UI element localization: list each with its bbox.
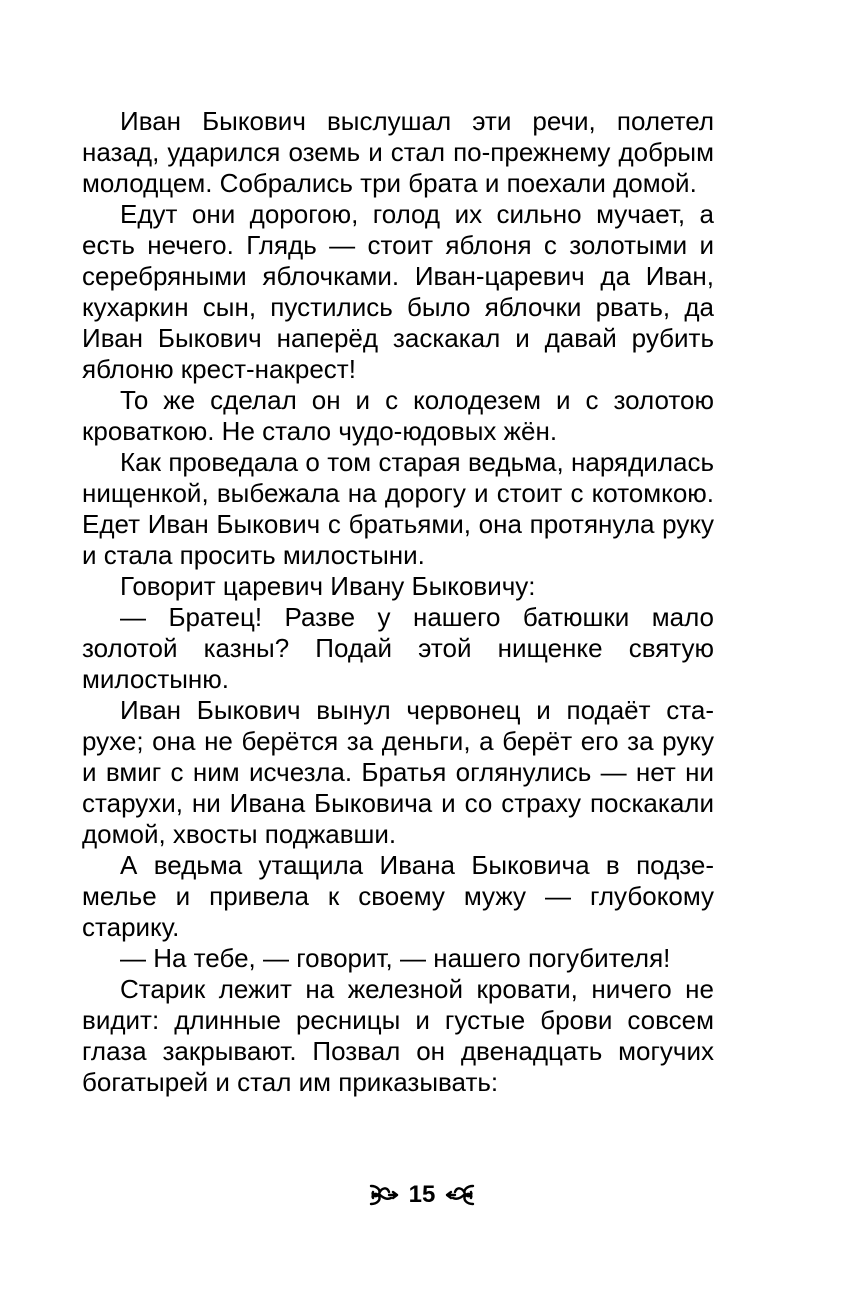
page-footer (0, 1178, 844, 1212)
paragraph-6: — Братец! Разве у нашего батюшки мало золотой казны? Подай этой нищенке святую милостыню. (82, 602, 714, 694)
paragraph-5: Говорит царевич Ивану Быковичу: (120, 571, 536, 601)
paragraph-3: То же сделал он и с колодезем и с золотою кроваткою. Не стало чудо-юдовых жён. (82, 385, 714, 446)
paragraph-7: Иван Быкович вынул червонец и подаёт старухе; она не берётся за деньги, а берёт его за руку и вмиг с ним исчезла. Братья оглянулись — нет ни старухи, ни Ивана Быковича и со страху поскакали домой, хвосты поджавши. (82, 695, 714, 849)
paragraph-8: А ведьма утащила Ивана Быковича в подземелье и привела к своему мужу — глубокому старику. (82, 850, 714, 942)
scroll-flourish-icon (367, 1182, 401, 1208)
page-text (82, 106, 714, 1098)
paragraph-9: — На тебе, — говорит, — нашего погубителя! (120, 943, 671, 973)
scroll-flourish-icon (443, 1182, 477, 1208)
paragraph-1: Иван Быкович выслушал эти речи, полетел назад, ударился оземь и стал по-прежнему добрым молодцем. Собрались три брата и поехали домой. (82, 106, 714, 198)
page-number: 15 (408, 1181, 436, 1208)
paragraph-10: Старик лежит на железной кровати, ничего не видит: длинные ресницы и густые брови совсем глаза закрывают. Позвал он двенадцать могучих богатырей и стал им приказывать: (82, 974, 714, 1097)
paragraph-2: Едут они дорогою, голод их сильно мучает, а есть нечего. Глядь — стоит яблоня с золотыми и серебряными яблочками. Иван-царевич да Иван, кухаркин сын, пустились было яблочки рвать, да Иван Быкович наперёд заскакал и давай рубить яблоню крест-накрест! (82, 199, 714, 384)
paragraph-4: Как проведала о том старая ведьма, нарядилась нищенкой, выбежала на дорогу и стоит с котомкою. Едет Иван Быкович с братьями, она протянула руку и стала просить милостыни. (82, 447, 714, 570)
